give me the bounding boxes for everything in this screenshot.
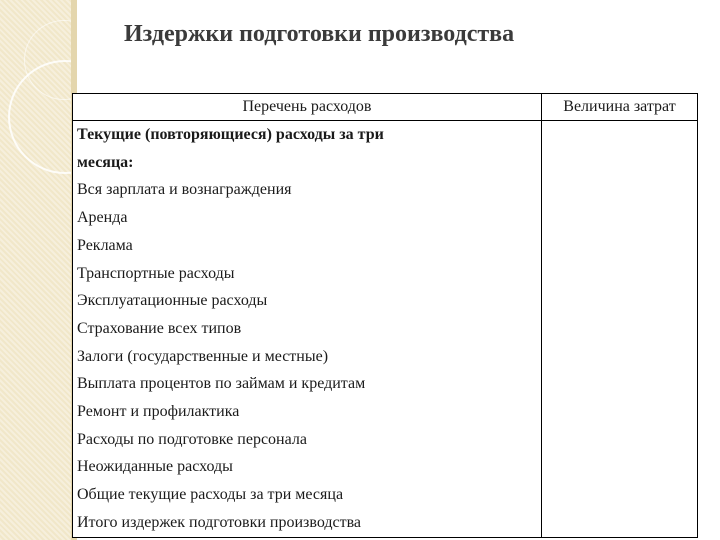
list-item: Текущие (повторяющиеся) расходы за три (77, 126, 384, 143)
header-cost-amount: Величина затрат (542, 94, 698, 121)
list-item: месяца: (77, 153, 134, 171)
list-item: Вся зарплата и вознаграждения (77, 181, 292, 199)
list-item: Выплата процентов по займам и кредитам (77, 375, 366, 393)
list-item: Итого издержек подготовки производства (77, 513, 362, 531)
decorative-side-band (0, 0, 77, 540)
list-item: Страхование всех типов (77, 319, 242, 337)
header-expense-list: Перечень расходов (73, 94, 542, 121)
list-item: Залоги (государственные и местные) (77, 347, 329, 365)
table-body-row (73, 121, 698, 538)
list-item: Ремонт и профилактика (77, 403, 240, 421)
expense-list-cell (73, 121, 542, 538)
slide-title: Издержки подготовки производства (124, 21, 515, 47)
table-header-row (73, 94, 698, 121)
list-item: Аренда (77, 209, 128, 227)
list-item: Расходы по подготовке персонала (77, 430, 307, 448)
list-item: Эксплуатационные расходы (77, 292, 268, 310)
list-item: Общие текущие расходы за три месяца (77, 486, 344, 504)
expense-table (72, 93, 698, 538)
cost-amount-cell (542, 121, 698, 538)
list-item: Реклама (77, 236, 133, 254)
list-item: Транспортные расходы (77, 264, 235, 282)
list-item: Неожиданные расходы (77, 458, 233, 476)
